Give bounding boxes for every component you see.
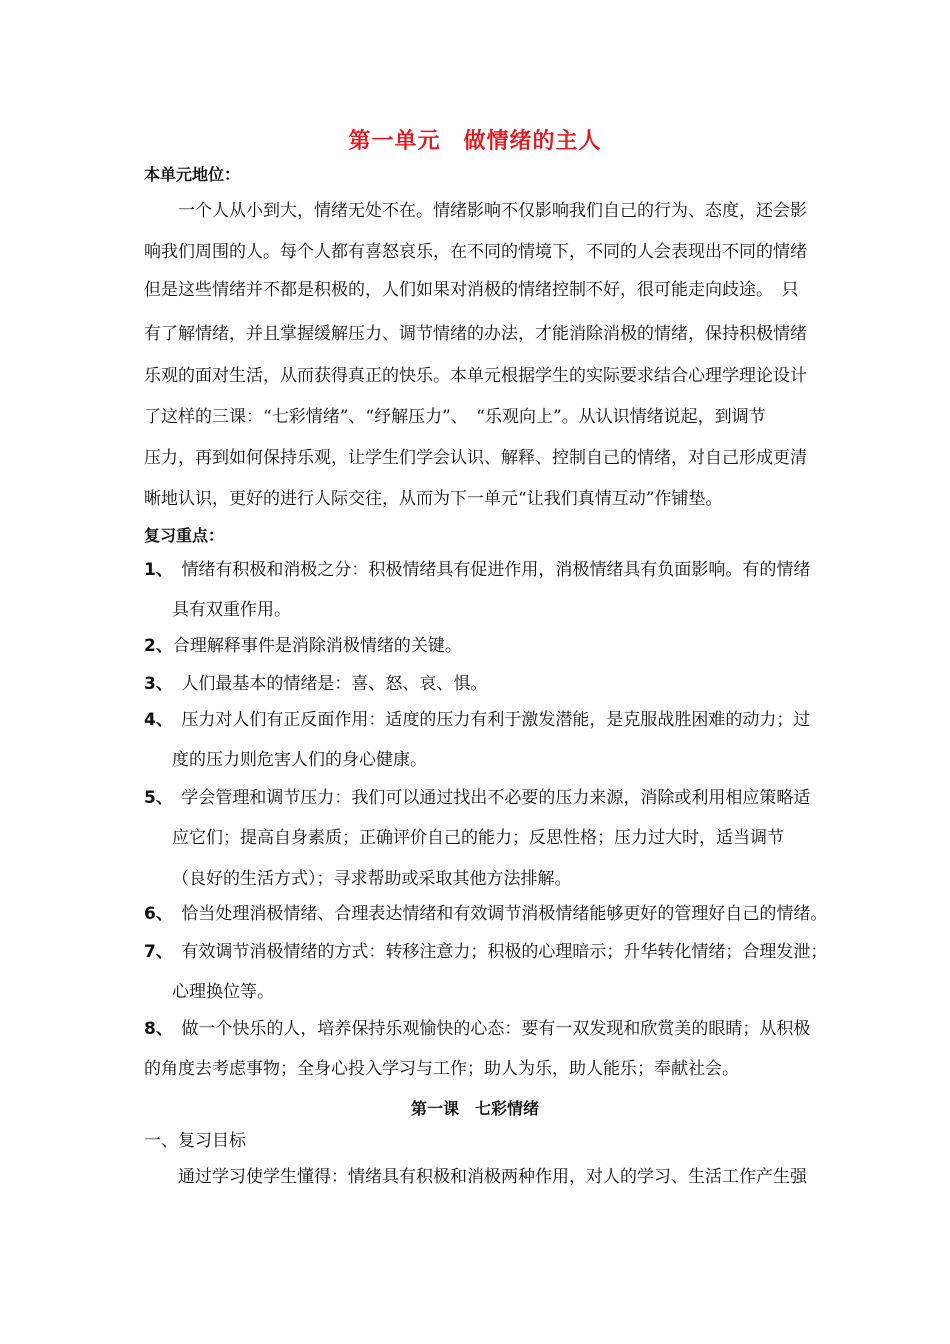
paragraph-line: 乐观的面对生活，从而获得真正的快乐。本单元根据学生的实际要求结合心理学理论设计: [144, 366, 807, 386]
list-text: 情绪有积极和消极之分：积极情绪具有促进作用，消极情绪具有负面影响。有的情绪: [164, 560, 811, 580]
unit-title: 第一单元 做情绪的主人: [348, 129, 602, 154]
list-text: 学会管理和调节压力：我们可以通过找出不必要的压力来源，消除或利用相应策略适: [164, 788, 811, 808]
list-number: 2、: [144, 636, 173, 656]
list-number: 5、: [144, 788, 165, 808]
list-item-5-cont: 应它们；提高自身素质；正确评价自己的能力；反思性格；压力过大时，适当调节: [172, 828, 784, 848]
list-item-3: [144, 672, 487, 696]
list-number: 8、: [144, 1019, 165, 1039]
paragraph-line: 晰地认识，更好的进行人际交往，从而为下一单元“让我们真情互动”作铺垫。: [144, 489, 723, 509]
list-item-1-cont: 具有双重作用。: [172, 600, 291, 620]
section-heading-position: 本单元地位：: [144, 165, 241, 184]
list-text: 合理解释事件是消除消极情绪的关键。: [172, 636, 462, 656]
list-item-7-cont: 心理换位等。: [172, 982, 274, 1002]
list-item-4-cont: 度的压力则危害人们的身心健康。: [172, 750, 427, 770]
paragraph-line: 但是这些情绪并不都是积极的，人们如果对消极的情绪控制不好，很可能走向歧途。 只: [144, 280, 799, 300]
list-number: 7、: [144, 942, 165, 962]
list-text: 恰当处理消极情绪、合理表达情绪和有效调节消极情绪能够更好的管理好自己的情绪。: [164, 904, 828, 924]
paragraph-line: 了这样的三课：“七彩情绪”、“纾解压力”、 “乐观向上”。从认识情绪说起，到调节: [144, 407, 766, 427]
list-number: 3、: [144, 674, 165, 694]
list-text: 人们最基本的情绪是：喜、怒、哀、惧。: [164, 674, 488, 694]
paragraph-line: 响我们周围的人。每个人都有喜怒哀乐，在不同的情境下，不同的人会表现出不同的情绪: [144, 242, 807, 262]
list-number: 6、: [144, 904, 165, 924]
list-item-8: [144, 1017, 810, 1041]
list-item-6: [144, 902, 827, 926]
lesson-title: 第一课 七彩情绪: [410, 1099, 539, 1118]
list-item-2: [144, 634, 462, 658]
list-item-4: [144, 708, 810, 732]
list-item-7: [144, 940, 827, 964]
paragraph-line: 通过学习使学生懂得：情绪具有积极和消极两种作用，对人的学习、生活工作产生强: [144, 1167, 807, 1187]
list-item-8-cont: 的角度去考虑事物；全身心投入学习与工作；助人为乐，助人能乐；奉献社会。: [144, 1059, 739, 1079]
paragraph-line: 有了解情绪，并且掌握缓解压力、调节情绪的办法，才能消除消极的情绪，保持积极情绪: [144, 324, 807, 344]
list-number: 4、: [144, 710, 165, 730]
list-item-5-cont: （良好的生活方式）；寻求帮助或采取其他方法排解。: [172, 869, 572, 889]
paragraph-line: 一个人从小到大，情绪无处不在。情绪影响不仅影响我们自己的行为、态度，还会影: [144, 201, 807, 221]
list-text: 做一个快乐的人，培养保持乐观愉快的心态：要有一双发现和欣赏美的眼睛；从积极: [164, 1019, 811, 1039]
list-text: 有效调节消极情绪的方式：转移注意力；积极的心理暗示；升华转化情绪；合理发泄；: [164, 942, 828, 962]
list-number: 1、: [144, 560, 165, 580]
list-item-1: [144, 558, 810, 582]
lesson-subheading: 一、复习目标: [144, 1131, 246, 1151]
list-text: 压力对人们有正反面作用：适度的压力有利于激发潜能，是克服战胜困难的动力；过: [164, 710, 811, 730]
section-heading-review: 复习重点：: [144, 526, 225, 545]
paragraph-line: 压力，再到如何保持乐观，让学生们学会认识、解释、控制自己的情绪，对自己形成更清: [144, 448, 807, 468]
list-item-5: [144, 786, 810, 810]
